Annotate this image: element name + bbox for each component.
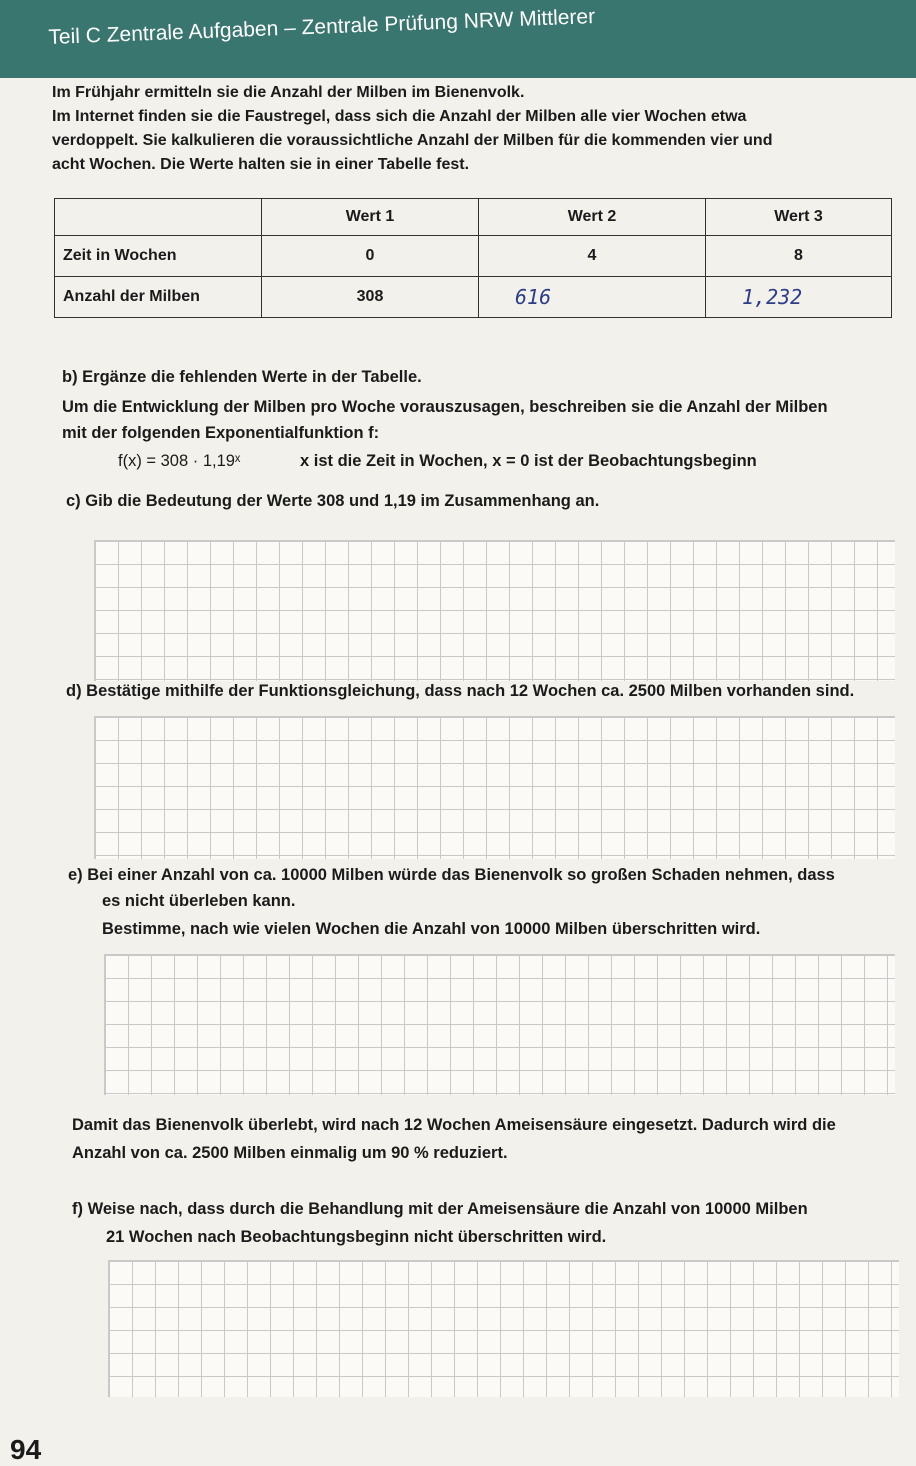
page-number: 94 — [10, 1434, 42, 1465]
table-row — [55, 236, 892, 277]
answer-grid-d[interactable] — [94, 716, 895, 859]
task-e-line-2: es nicht überleben kann. — [102, 892, 296, 910]
cell-count-2-handwritten[interactable]: 616 — [479, 277, 706, 318]
task-b: b) Ergänze die fehlenden Werte in der Tabelle. — [62, 368, 422, 386]
acid-text-2: Anzahl von ca. 2500 Milben einmalig um 90 % reduziert. — [72, 1144, 508, 1162]
acid-text-1: Damit das Bienenvolk überlebt, wird nach 12 Wochen Ameisensäure eingesetzt. Dadurch wird die — [72, 1116, 836, 1134]
function-text-2: mit der folgenden Exponentialfunktion f: — [62, 424, 380, 442]
table-header-empty — [55, 199, 262, 236]
values-table — [54, 198, 892, 318]
function-text-1: Um die Entwicklung der Milben pro Woche vorauszusagen, beschreiben sie die Anzahl der Milben — [62, 398, 828, 416]
intro-line-1: Im Frühjahr ermitteln sie die Anzahl der Milben im Bienenvolk. — [52, 84, 525, 101]
answer-grid-c[interactable] — [94, 540, 895, 681]
formula: f(x) = 308 · 1,19ˣ — [118, 452, 241, 470]
table-header-wert3: Wert 3 — [706, 199, 892, 236]
task-e-line-3: Bestimme, nach wie vielen Wochen die Anzahl von 10000 Milben überschritten wird. — [102, 920, 761, 938]
intro-line-2: Im Internet finden sie die Faustregel, dass sich die Anzahl der Milben alle vier Wochen etwa — [52, 108, 747, 125]
cell-time-1: 0 — [262, 236, 479, 277]
task-e-line-1: e) Bei einer Anzahl von ca. 10000 Milben würde das Bienenvolk so großen Schaden nehmen, dass — [68, 866, 835, 884]
task-d: d) Bestätige mithilfe der Funktionsgleichung, dass nach 12 Wochen ca. 2500 Milben vorhanden sind. — [66, 682, 855, 700]
intro-line-4: acht Wochen. Die Werte halten sie in einer Tabelle fest. — [52, 156, 470, 173]
table-header-wert2: Wert 2 — [479, 199, 706, 236]
cell-count-1: 308 — [262, 277, 479, 318]
row-label-count: Anzahl der Milben — [55, 277, 262, 318]
table-row — [55, 277, 892, 318]
cell-count-3-handwritten[interactable]: 1,232 — [706, 277, 892, 318]
task-f-line-1: f) Weise nach, dass durch die Behandlung mit der Ameisensäure die Anzahl von 10000 Milben — [72, 1200, 808, 1218]
table-header-wert1: Wert 1 — [262, 199, 479, 236]
header-title: Teil C Zentrale Aufgaben – Zentrale Prüfung NRW Mittlerer — [48, 5, 596, 49]
task-c: c) Gib die Bedeutung der Werte 308 und 1,19 im Zusammenhang an. — [66, 492, 600, 510]
intro-line-3: verdoppelt. Sie kalkulieren die voraussichtliche Anzahl der Milben für die kommenden vier und — [52, 132, 773, 149]
answer-grid-f[interactable] — [108, 1260, 899, 1397]
formula-note: x ist die Zeit in Wochen, x = 0 ist der Beobachtungsbeginn — [300, 452, 757, 470]
answer-grid-e[interactable] — [104, 954, 895, 1095]
header-bar — [0, 0, 916, 78]
cell-time-3: 8 — [706, 236, 892, 277]
row-label-time: Zeit in Wochen — [55, 236, 262, 277]
task-f-line-2: 21 Wochen nach Beobachtungsbeginn nicht überschritten wird. — [106, 1228, 607, 1246]
cell-time-2: 4 — [479, 236, 706, 277]
